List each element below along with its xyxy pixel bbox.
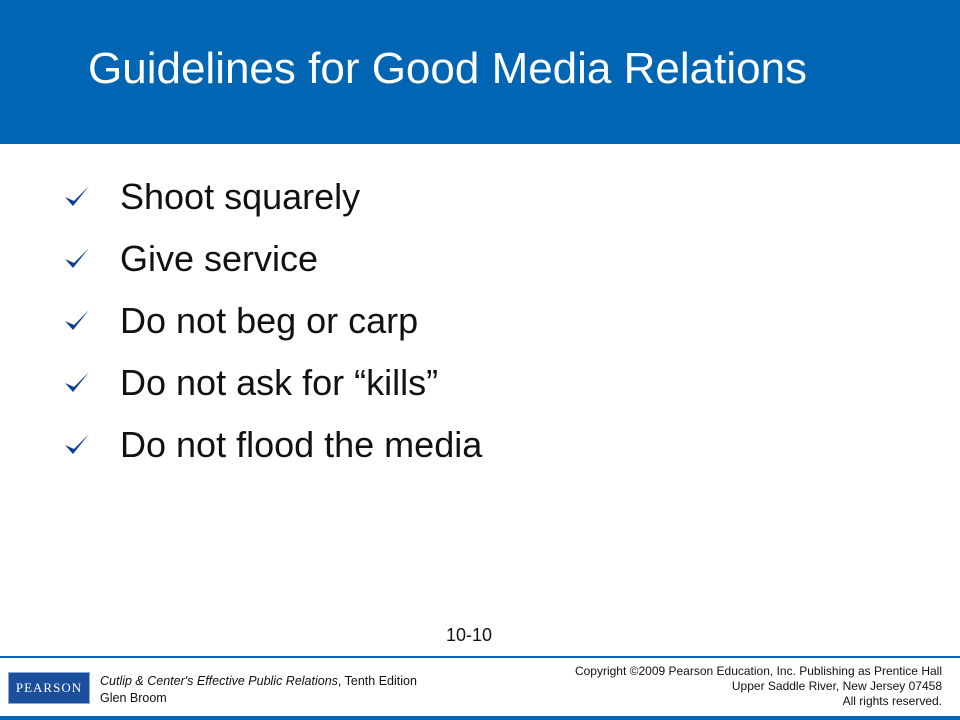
bullet-item — [0, 176, 900, 232]
bullet-item — [0, 424, 900, 480]
bullet-item — [0, 238, 900, 294]
copyright-line-3: All rights reserved. — [842, 694, 942, 708]
copyright-line-1: Copyright ©2009 Pearson Education, Inc. Publishing as Prentice Hall — [574, 664, 942, 678]
checkmark-icon — [62, 368, 92, 398]
book-author: Glen Broom — [100, 691, 167, 705]
bullet-text: Do not ask for “kills” — [120, 362, 439, 403]
checkmark-icon — [62, 182, 92, 212]
footer-citation — [100, 673, 417, 707]
page-number: 10-10 — [446, 625, 493, 645]
copyright-notice — [575, 664, 942, 709]
book-title-line — [100, 673, 417, 690]
bullet-item — [0, 362, 900, 418]
bullet-text: Give service — [120, 238, 319, 279]
footer-divider — [0, 656, 960, 658]
book-edition: , Tenth Edition — [337, 674, 417, 688]
slide-title: Guidelines for Good Media Relations — [88, 44, 808, 93]
checkmark-icon — [62, 244, 92, 274]
bullet-text: Shoot squarely — [120, 176, 361, 217]
bullet-item — [0, 300, 900, 356]
bullet-text: Do not beg or carp — [120, 300, 419, 341]
footer-bottom-bar — [0, 716, 960, 720]
book-title: Cutlip & Center's Effective Public Relations — [100, 674, 338, 688]
pearson-logo: PEARSON — [8, 672, 90, 704]
bullet-text: Do not flood the media — [120, 424, 483, 465]
checkmark-icon — [62, 306, 92, 336]
copyright-line-2: Upper Saddle River, New Jersey 07458 — [731, 679, 942, 693]
checkmark-icon — [62, 430, 92, 460]
